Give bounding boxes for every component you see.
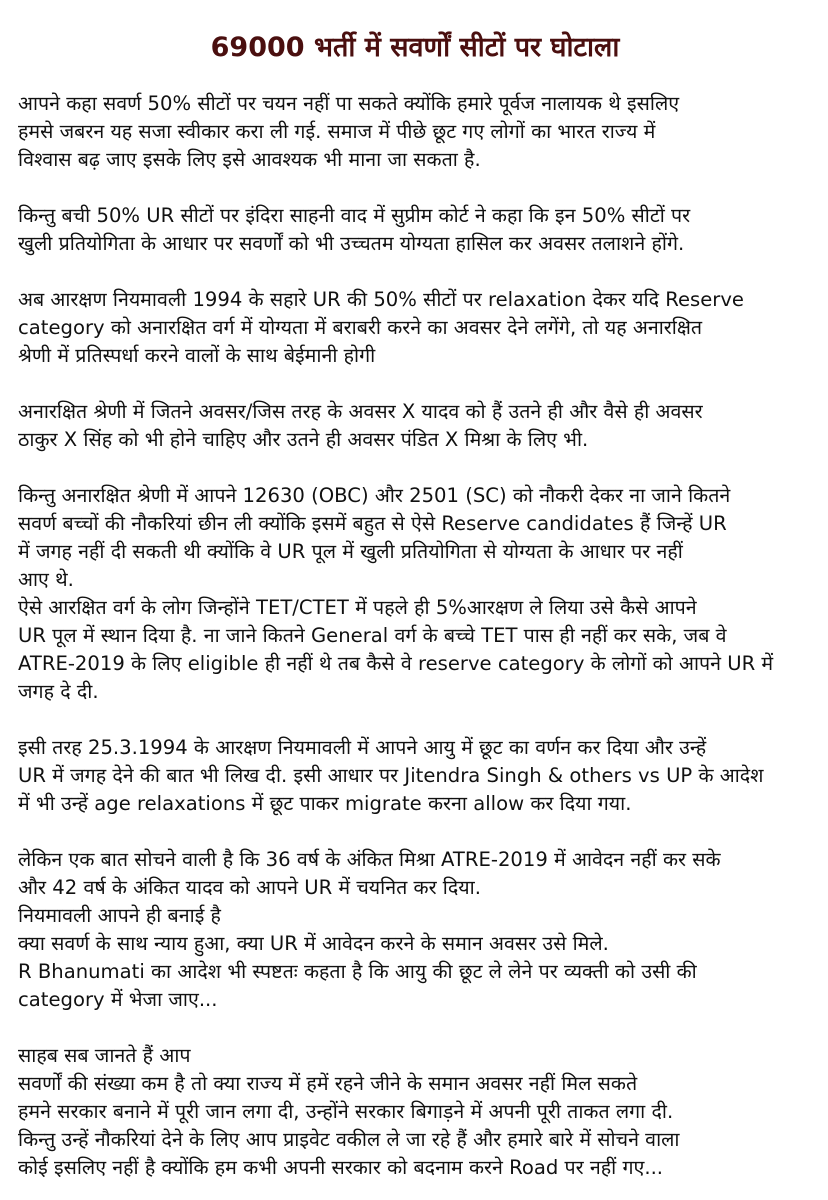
text-line: हमने सरकार बनाने में पूरी जान लगा दी, उन्होंने सरकार बिगाड़ने में अपनी पूरी ताकत लगा दी. [18, 1100, 674, 1123]
text-line: साहब सब जानते हैं आप [18, 1044, 191, 1067]
text-line: ATRE-2019 के लिए eligible ही नहीं थे तब कैसे वे reserve category के लोगों को आपने UR में [18, 652, 774, 675]
text-line: सवर्ण बच्चों की नौकरियां छीन ली क्योंकि इसमें बहुत से ऐसे Reserve candidates हैं जिन्हें UR [18, 512, 727, 535]
text-line: category में भेजा जाए... [18, 988, 218, 1011]
text-line: कोई इसलिए नहीं है क्योंकि हम कभी अपनी सरकार को बदनाम करने Road पर नहीं गए... [18, 1156, 664, 1179]
paragraph [18, 286, 812, 370]
text-line: में जगह नहीं दी सकती थी क्योंकि वे UR पूल में खुली प्रतियोगिता से योग्यता के आधार पर नहीं [18, 540, 683, 563]
paragraph [18, 398, 812, 454]
text-line: किन्तु अनारक्षित श्रेणी में आपने 12630 (OBC) और 2501 (SC) को नौकरी देकर ना जाने कितने [18, 484, 731, 507]
text-line: UR पूल में स्थान दिया है. ना जाने कितने General वर्ग के बच्चे TET पास ही नहीं कर सके, जब वे [18, 624, 727, 647]
text-line: और 42 वर्ष के अंकित यादव को आपने UR में चयनित कर दिया. [18, 876, 481, 899]
text-line: ठाकुर X सिंह को भी होने चाहिए और उतने ही अवसर पंडित X मिश्रा के लिए भी. [18, 428, 589, 451]
text-line: आपने कहा सवर्ण 50% सीटों पर चयन नहीं पा सकते क्योंकि हमारे पूर्वज नालायक थे इसलिए [18, 92, 680, 115]
text-line: में भी उन्हें age relaxations में छूट पाकर migrate करना allow कर दिया गया. [18, 792, 632, 815]
text-line: नियमावली आपने ही बनाई है [18, 904, 221, 927]
paragraph [18, 90, 812, 174]
text-line: सवर्णों की संख्या कम है तो क्या राज्य में हमें रहने जीने के समान अवसर नहीं मिल सकते [18, 1072, 638, 1095]
text-line: हमसे जबरन यह सजा स्वीकार करा ली गई. समाज में पीछे छूट गए लोगों का भारत राज्य में [18, 120, 656, 143]
document-body [18, 90, 812, 1182]
paragraph [18, 846, 812, 1014]
text-line: अनारक्षित श्रेणी में जितने अवसर/जिस तरह के अवसर X यादव को हैं उतने ही और वैसे ही अवसर [18, 400, 703, 423]
paragraph [18, 1042, 812, 1182]
text-line: R Bhanumati का आदेश भी स्पष्टतः कहता है कि आयु की छूट ले लेने पर व्यक्ती को उसी की [18, 960, 697, 983]
text-line: क्या सवर्ण के साथ न्याय हुआ, क्या UR में आवेदन करने के समान अवसर उसे मिले. [18, 932, 609, 955]
text-line: category को अनारक्षित वर्ग में योग्यता में बराबरी करने का अवसर देने लगेंगे, तो यह अनारक्षित [18, 316, 703, 339]
text-line: UR में जगह देने की बात भी लिख दी. इसी आधार पर Jitendra Singh & others vs UP के आदेश [18, 764, 764, 787]
paragraph [18, 482, 812, 706]
text-line: अब आरक्षण नियमावली 1994 के सहारे UR की 50% सीटों पर relaxation देकर यदि Reserve [18, 288, 744, 311]
page-title: 69000 भर्ती में सवर्णों सीटों पर घोटाला [210, 32, 620, 63]
text-line: ऐसे आरक्षित वर्ग के लोग जिन्होंने TET/CTET में पहले ही 5%आरक्षण ले लिया उसे कैसे आपने [18, 596, 697, 619]
text-line: जगह दे दी. [18, 680, 99, 703]
text-line: इसी तरह 25.3.1994 के आरक्षण नियमावली में आपने आयु में छूट का वर्णन कर दिया और उन्हें [18, 736, 707, 759]
paragraph [18, 202, 812, 258]
text-line: खुली प्रतियोगिता के आधार पर सवर्णों को भी उच्चतम योग्यता हासिल कर अवसर तलाशने होंगे. [18, 232, 685, 255]
text-line: किन्तु बची 50% UR सीटों पर इंदिरा साहनी वाद में सुप्रीम कोर्ट ने कहा कि इन 50% सीटों पर [18, 204, 691, 227]
text-line: लेकिन एक बात सोचने वाली है कि 36 वर्ष के अंकित मिश्रा ATRE-2019 में आवेदन नहीं कर सके [18, 848, 721, 871]
paragraph [18, 734, 812, 818]
text-line: विश्वास बढ़ जाए इसके लिए इसे आवश्यक भी माना जा सकता है. [18, 148, 481, 171]
text-line: किन्तु उन्हें नौकरियां देने के लिए आप प्राइवेट वकील ले जा रहे हैं और हमारे बारे में सोचने वाला [18, 1128, 680, 1151]
text-line: श्रेणी में प्रतिस्पर्धा करने वालों के साथ बेईमानी होगी [18, 344, 376, 367]
text-line: आए थे. [18, 568, 74, 591]
